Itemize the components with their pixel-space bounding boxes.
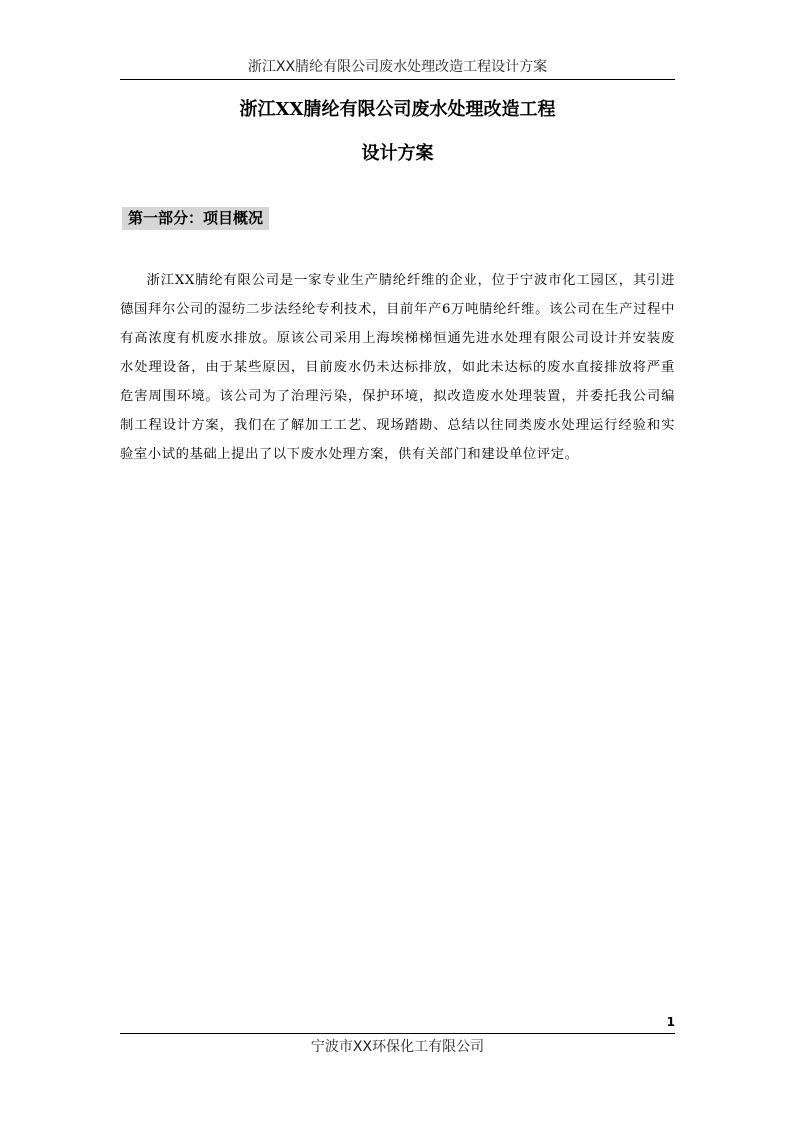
document-title-line2: 设计方案 — [361, 143, 434, 164]
header-divider — [120, 79, 675, 80]
running-header-title: 浙江XX腈纶有限公司废水处理改造工程设计方案 — [247, 59, 548, 75]
footer-company-name: 宁波市XX环保化工有限公司 — [310, 1039, 485, 1055]
section-heading: 第一部分：项目概况 — [122, 207, 269, 230]
page-number: 1 — [666, 1015, 675, 1029]
footer-divider — [120, 1033, 675, 1034]
document-title-line1: 浙江XX腈纶有限公司废水处理改造工程 — [239, 99, 556, 120]
project-overview-paragraph: 浙江XX腈纶有限公司是一家专业生产腈纶纤维的企业，位于宁波市化工园区，其引进德国拜尔公司的湿纺二步法经纶专利技术，目前年产6万吨腈纶纤维。该公司在生产过程中有高浓度有机废水排放。原该公司采用上海埃梯梯恒通先进水处理有限公司设计并安装废水处理设备，由于某些原因，目前废水仍未达标排放，如此未达标的废水直接排放将严重危害周围环境。该公司为了治理污染，保护环境，拟改造废水处理装置，并委托我公司编制工程设计方案，我们在了解加工工艺、现场踏勘、总结以往同类废水处理运行经验和实验室小试的基础上提出了以下废水处理方案，供有关部门和建设单位评定。 — [120, 273, 675, 462]
